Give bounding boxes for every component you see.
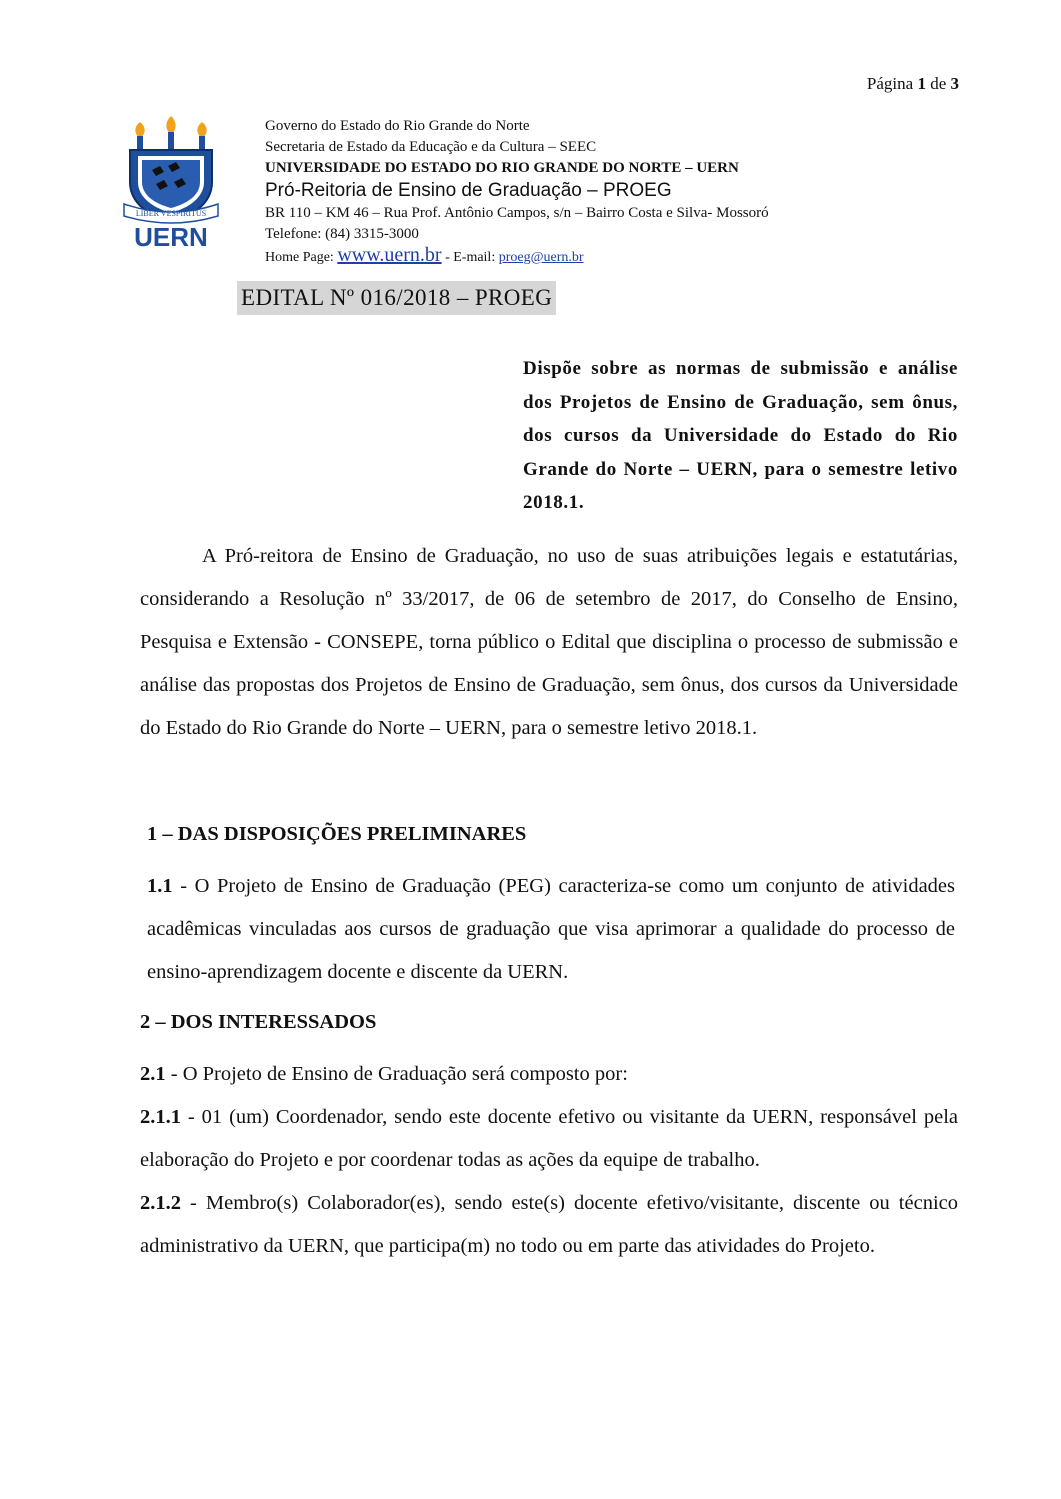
torch-icon — [166, 116, 175, 152]
edital-title: EDITAL Nº 016/2018 – PROEG — [237, 281, 556, 315]
proreitoria-line: Pró-Reitoria de Ensino de Graduação – PROEG — [265, 180, 672, 201]
homepage-link[interactable]: www.uern.br — [337, 244, 442, 266]
phone-line: Telefone: (84) 3315-3000 — [265, 226, 419, 242]
government-line: Governo do Estado do Rio Grande do Norte — [265, 118, 530, 134]
item-number: 2.1.1 — [140, 1106, 181, 1128]
edital-summary: Dispõe sobre as normas de submissão e análise dos Projetos de Ensino de Graduação, sem ônus, dos cursos da Universidade do Estado do Rio Grande do Norte – UERN, para o semestre letivo 2018.1. — [523, 358, 958, 513]
section-2-item: 2.1 - O Projeto de Ensino de Graduação será composto por: — [140, 1063, 628, 1085]
secretariat-line: Secretaria de Estado da Educação e da Cultura – SEEC — [265, 139, 597, 155]
item-number: 2.1.2 — [140, 1192, 181, 1214]
section-1-title: 1 – DAS DISPOSIÇÕES PRELIMINARES — [147, 823, 527, 845]
email-link[interactable]: proeg@uern.br — [498, 250, 584, 265]
torch-icon — [135, 122, 144, 152]
uern-logo — [118, 112, 224, 250]
homepage-line: Home Page: www.uern.br - E-mail: proeg@uern.br — [265, 244, 584, 266]
page-number: Página 1 de 3 — [866, 74, 959, 93]
section-2-item: 2.1.2 - Membro(s) Colaborador(es), sendo este(s) docente efetivo/visitante, discente ou técnico administrativo da UERN, que participa(m) no todo ou em parte das atividades do Projeto. — [140, 1192, 958, 1257]
letterhead — [265, 116, 769, 268]
svg-text:UERN: UERN — [134, 222, 208, 250]
section-2-item: 2.1.1 - 01 (um) Coordenador, sendo este docente efetivo ou visitante da UERN, responsável pela elaboração do Projeto e por coordenar todas as ações da equipe de trabalho. — [140, 1106, 958, 1171]
address-line: BR 110 – KM 46 – Rua Prof. Antônio Campos, s/n – Bairro Costa e Silva- Mossoró — [265, 205, 769, 221]
university-line: UNIVERSIDADE DO ESTADO DO RIO GRANDE DO NORTE – UERN — [265, 160, 739, 176]
item-number: 2.1 — [140, 1063, 166, 1085]
item-number: 1.1 — [147, 875, 173, 897]
section-1-item: 1.1 - O Projeto de Ensino de Graduação (PEG) caracteriza-se como um conjunto de atividades acadêmicas vinculadas aos cursos de graduação que visa aprimorar a qualidade do processo de ensino-aprendizagem docente e discente da UERN. — [147, 875, 955, 983]
section-2-items — [140, 1053, 958, 1268]
section-2-title: 2 – DOS INTERESSADOS — [140, 1011, 377, 1033]
intro-paragraph: A Pró-reitora de Ensino de Graduação, no uso de suas atribuições legais e estatutárias, considerando a Resolução nº 33/2017, de 06 de setembro de 2017, do Conselho de Ensino, Pesquisa e Extensão - CONSEPE, torna público o Edital que disciplina o processo de submissão e análise das propostas dos Projetos de Ensino de Graduação, sem ônus, dos cursos da Universidade do Estado do Rio Grande do Norte – UERN, para o semestre letivo 2018.1. — [140, 545, 958, 739]
torch-icon — [197, 122, 206, 152]
svg-text:LIBER VESPIRITUS: LIBER VESPIRITUS — [135, 209, 207, 218]
